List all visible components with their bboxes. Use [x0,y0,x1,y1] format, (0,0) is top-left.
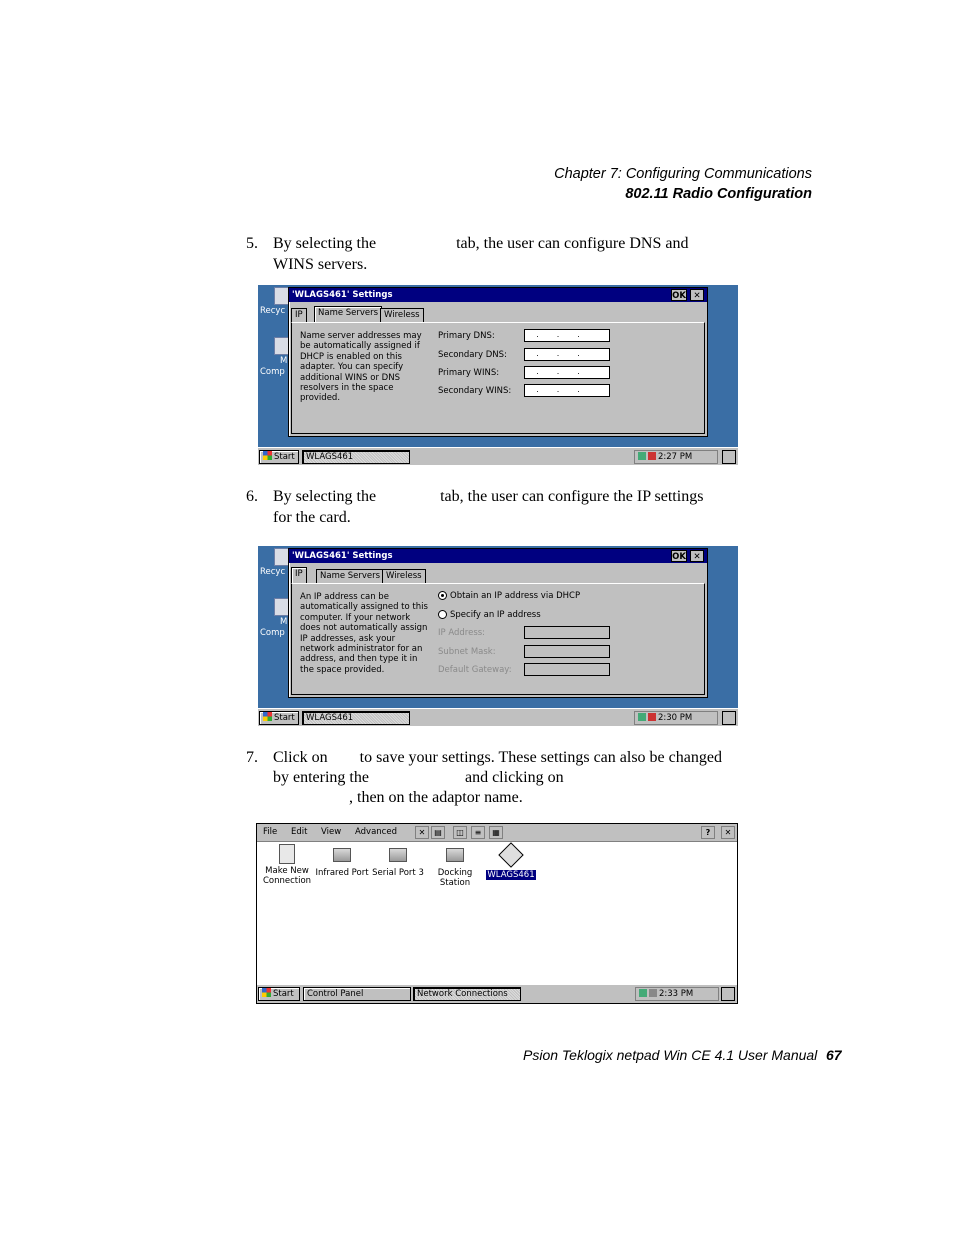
settings-dialog [288,287,708,437]
subnet-mask-label: Subnet Mask: [438,647,496,657]
start-button[interactable]: Start [259,711,299,725]
menu-edit[interactable]: Edit [291,827,308,837]
step-text-line: Click on to save your settings. These settings can also be changed [273,749,722,766]
secondary-dns-label: Secondary DNS: [438,350,507,360]
step-text-line: for the card. [273,509,351,526]
settings-dialog [288,548,708,698]
ip-address-label: IP Address: [438,628,486,638]
screenshot-network-connections [256,823,738,1004]
item-make-new-connection[interactable]: Make New Connection [257,844,317,886]
new-connection-icon [279,844,295,864]
desktop-icon[interactable] [721,987,735,1001]
tab-name-servers[interactable]: Name Servers [316,569,384,583]
taskbar [257,984,737,1003]
item-docking-station[interactable]: Docking Station [425,844,485,888]
tab-wireless[interactable]: Wireless [380,308,424,322]
network-device-icon [333,848,351,862]
step-number: 6. [246,488,258,505]
step-text-line: By selecting the tab, the user can configure the IP settings [273,488,704,505]
help-button[interactable]: ? [701,826,715,839]
step-number: 5. [246,235,258,252]
tab-ip[interactable]: IP [291,567,307,583]
clock[interactable]: 2:27 PM [658,452,693,462]
clock[interactable]: 2:30 PM [658,713,693,723]
taskbar-item-network-connections[interactable]: Network Connections [413,987,521,1001]
tab-strip [289,306,707,322]
ok-button[interactable]: OK [672,291,686,301]
volume-tray-icon[interactable] [649,989,657,997]
ip-address-field[interactable] [524,626,610,639]
screenshot-ip [258,546,738,726]
my-computer-icon[interactable]: M Comp [260,598,288,628]
tab-name-servers[interactable]: Name Servers [314,306,382,322]
taskbar [258,447,738,465]
taskbar-item-wlags461[interactable]: WLAGS461 [302,450,410,464]
system-tray [634,450,718,464]
network-tray-icon[interactable] [638,713,646,721]
page-number: 67 [826,1047,842,1063]
radio-specify-ip[interactable]: Specify an IP address [438,610,541,620]
item-wlags461[interactable]: WLAGS461 [481,844,541,880]
dialog-titlebar [289,288,707,302]
secondary-wins-field[interactable]: ... [524,384,610,397]
subnet-mask-field[interactable] [524,645,610,658]
primary-dns-label: Primary DNS: [438,331,495,341]
network-tray-icon[interactable] [639,989,647,997]
recycle-bin-icon[interactable]: Recyc [260,548,288,578]
large-icons-view-icon[interactable]: ◫ [453,826,467,839]
tab-wireless[interactable]: Wireless [382,569,426,583]
start-button[interactable]: Start [259,450,299,464]
clock[interactable]: 2:33 PM [659,989,694,999]
secondary-dns-field[interactable]: ... [524,348,610,361]
my-computer-icon[interactable]: M Comp [260,337,288,367]
network-tray-icon[interactable] [638,452,646,460]
list-view-icon[interactable]: ≡ [471,826,485,839]
properties-icon[interactable]: ▤ [431,826,445,839]
start-button[interactable]: Start [258,987,300,1001]
name-servers-description: Name server addresses may be automatically assigned if DHCP is enabled on this adapter. You can specify additional WINS or DNS resolvers in the space provided. [300,331,422,404]
taskbar-item-control-panel[interactable]: Control Panel [303,987,411,1001]
step-text-line: , then on the adaptor name. [273,789,523,806]
taskbar [258,708,738,726]
dialog-title: 'WLAGS461' Settings [292,551,393,561]
taskbar-item-wlags461[interactable]: WLAGS461 [302,711,410,725]
radio-unselected-icon [438,610,447,619]
recycle-bin-icon[interactable]: Recyc [260,287,288,317]
footer-title: Psion Teklogix netpad Win CE 4.1 User Manual [523,1047,818,1063]
desktop-icon[interactable] [722,711,736,725]
name-servers-panel [291,322,705,434]
network-device-icon [389,848,407,862]
menu-view[interactable]: View [321,827,342,837]
network-device-icon [446,848,464,862]
close-button[interactable]: ✕ [690,289,704,301]
radio-selected-icon [438,591,447,600]
primary-wins-label: Primary WINS: [438,368,500,378]
system-tray [635,987,719,1001]
step-number: 7. [246,749,258,766]
ip-description: An IP address can be automatically assigned to this computer. If your network does not automatically assign IP addresses, ask your network administrator for an address, and then type it in the space provided. [300,592,428,675]
ok-button[interactable]: OK [672,552,686,562]
close-button[interactable]: ✕ [690,550,704,562]
item-serial-port-3[interactable]: Serial Port 3 [368,844,428,878]
step-text-line: WINS servers. [273,256,368,273]
menu-file[interactable]: File [263,827,278,837]
tab-strip [289,567,707,583]
tab-ip[interactable]: IP [291,308,307,322]
item-infrared-port[interactable]: Infrared Port [312,844,372,878]
windows-logo-icon [263,451,272,460]
default-gateway-field[interactable] [524,663,610,676]
default-gateway-label: Default Gateway: [438,665,512,675]
secondary-wins-label: Secondary WINS: [438,386,512,396]
volume-tray-icon[interactable] [648,452,656,460]
menu-advanced[interactable]: Advanced [355,827,397,837]
system-tray [634,711,718,725]
primary-dns-field[interactable]: ... [524,329,610,342]
menu-bar [257,824,737,842]
windows-logo-icon [262,988,271,997]
close-button[interactable]: ✕ [721,826,735,839]
step-text-line: By selecting the tab, the user can configure DNS and [273,235,689,252]
screenshot-name-servers [258,285,738,465]
windows-logo-icon [263,712,272,721]
step-text-line: by entering the and clicking on [273,769,564,786]
chapter-header: Chapter 7: Configuring Communications [554,166,812,182]
dialog-title: 'WLAGS461' Settings [292,290,393,300]
details-view-icon[interactable]: ▦ [489,826,503,839]
volume-tray-icon[interactable] [648,713,656,721]
delete-icon[interactable]: ✕ [415,826,429,839]
section-header: 802.11 Radio Configuration [625,186,812,202]
primary-wins-field[interactable]: ... [524,366,610,379]
radio-dhcp[interactable]: Obtain an IP address via DHCP [438,591,580,601]
desktop-icon[interactable] [722,450,736,464]
dialog-titlebar [289,549,707,563]
wireless-adapter-icon [498,842,523,867]
ip-panel [291,583,705,695]
